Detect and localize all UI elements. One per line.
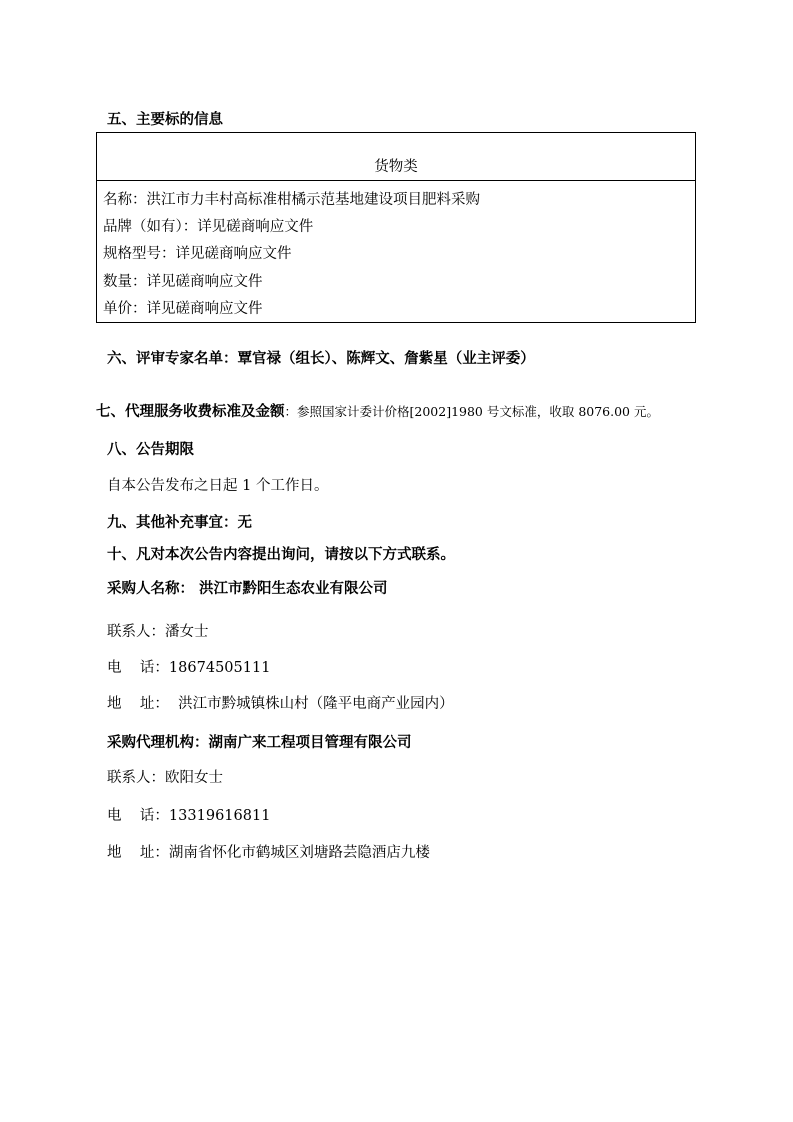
goods-table-header (97, 133, 695, 181)
purchaser-title: 采购人名称： 洪江市黔阳生态农业有限公司 (107, 581, 388, 597)
section9-heading: 九、其他补充事宜：无 (107, 515, 252, 531)
purchaser-phone: 电 话：18674505111 (107, 660, 271, 676)
agency-contact: 联系人：欧阳女士 (107, 770, 223, 786)
section7-label: 七、代理服务收费标准及金额 (96, 404, 285, 420)
section6-heading: 六、评审专家名单：覃官禄（组长）、陈辉文、詹紫星（业主评委） (107, 351, 535, 367)
goods-table-row: 规格型号：详见磋商响应文件 (103, 246, 292, 262)
purchaser-address: 地 址： 洪江市黔城镇株山村（隆平电商产业园内） (107, 696, 454, 712)
agency-phone: 电 话：13319616811 (107, 808, 271, 824)
section7-line (96, 400, 659, 421)
section8-heading: 八、公告期限 (107, 442, 194, 458)
section10-heading: 十、凡对本次公告内容提出询问，请按以下方式联系。 (107, 547, 455, 563)
section8-text: 自本公告发布之日起 1 个工作日。 (107, 478, 329, 494)
goods-table-row: 名称：洪江市力丰村高标准柑橘示范基地建设项目肥料采购 (103, 192, 480, 208)
agency-address: 地 址：湖南省怀化市鹤城区刘塘路芸隐酒店九楼 (107, 845, 430, 861)
purchaser-contact: 联系人：潘女士 (107, 624, 209, 640)
agency-title: 采购代理机构：湖南广来工程项目管理有限公司 (107, 735, 412, 751)
goods-table-row: 数量：详见磋商响应文件 (103, 274, 263, 290)
goods-table (96, 132, 696, 323)
goods-table-row: 品牌（如有）：详见磋商响应文件 (103, 219, 314, 235)
section7-text: ：参照国家计委计价格[2002]1980 号文标准，收取 8076.00 元。 (284, 404, 659, 419)
goods-table-row: 单价：详见磋商响应文件 (103, 301, 263, 317)
section5-heading: 五、主要标的信息 (107, 112, 223, 128)
goods-table-header-label: 货物类 (374, 159, 418, 175)
